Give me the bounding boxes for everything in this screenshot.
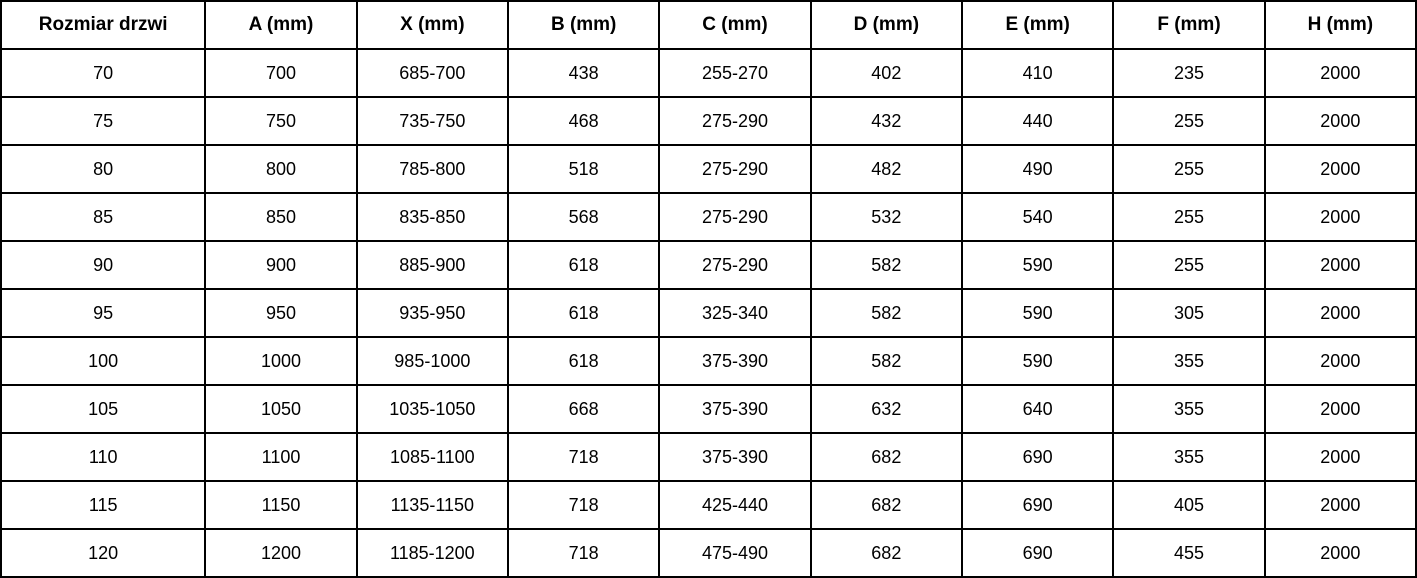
table-cell: 425-440 bbox=[659, 481, 810, 529]
table-cell: 115 bbox=[1, 481, 205, 529]
table-cell: 1135-1150 bbox=[357, 481, 508, 529]
table-cell: 110 bbox=[1, 433, 205, 481]
table-cell: 475-490 bbox=[659, 529, 810, 577]
table-cell: 582 bbox=[811, 337, 962, 385]
table-cell: 2000 bbox=[1265, 241, 1416, 289]
column-header: C (mm) bbox=[659, 1, 810, 49]
table-cell: 2000 bbox=[1265, 97, 1416, 145]
table-cell: 618 bbox=[508, 337, 659, 385]
table-cell: 985-1000 bbox=[357, 337, 508, 385]
table-cell: 735-750 bbox=[357, 97, 508, 145]
table-cell: 95 bbox=[1, 289, 205, 337]
table-cell: 120 bbox=[1, 529, 205, 577]
table-cell: 1000 bbox=[205, 337, 356, 385]
table-cell: 255 bbox=[1113, 193, 1264, 241]
table-cell: 375-390 bbox=[659, 385, 810, 433]
table-cell: 690 bbox=[962, 529, 1113, 577]
table-cell: 1035-1050 bbox=[357, 385, 508, 433]
table-cell: 2000 bbox=[1265, 193, 1416, 241]
table-cell: 1100 bbox=[205, 433, 356, 481]
table-cell: 640 bbox=[962, 385, 1113, 433]
table-cell: 482 bbox=[811, 145, 962, 193]
table-cell: 1200 bbox=[205, 529, 356, 577]
table-cell: 85 bbox=[1, 193, 205, 241]
table-row bbox=[1, 481, 1416, 529]
column-header: D (mm) bbox=[811, 1, 962, 49]
table-cell: 1085-1100 bbox=[357, 433, 508, 481]
table-cell: 582 bbox=[811, 241, 962, 289]
table-cell: 255 bbox=[1113, 241, 1264, 289]
table-row bbox=[1, 193, 1416, 241]
table-cell: 1185-1200 bbox=[357, 529, 508, 577]
table-cell: 402 bbox=[811, 49, 962, 97]
table-cell: 690 bbox=[962, 481, 1113, 529]
table-cell: 325-340 bbox=[659, 289, 810, 337]
table-row bbox=[1, 145, 1416, 193]
table-cell: 2000 bbox=[1265, 481, 1416, 529]
table-cell: 405 bbox=[1113, 481, 1264, 529]
table-head bbox=[1, 1, 1416, 49]
table-cell: 275-290 bbox=[659, 145, 810, 193]
table-cell: 1150 bbox=[205, 481, 356, 529]
table-cell: 255 bbox=[1113, 145, 1264, 193]
column-header: B (mm) bbox=[508, 1, 659, 49]
table-row bbox=[1, 97, 1416, 145]
table-cell: 275-290 bbox=[659, 241, 810, 289]
table-cell: 455 bbox=[1113, 529, 1264, 577]
table-cell: 2000 bbox=[1265, 529, 1416, 577]
table-row bbox=[1, 433, 1416, 481]
table-cell: 590 bbox=[962, 241, 1113, 289]
table-cell: 105 bbox=[1, 385, 205, 433]
table-cell: 540 bbox=[962, 193, 1113, 241]
table-cell: 2000 bbox=[1265, 385, 1416, 433]
table-cell: 75 bbox=[1, 97, 205, 145]
table-cell: 568 bbox=[508, 193, 659, 241]
column-header: A (mm) bbox=[205, 1, 356, 49]
table-cell: 305 bbox=[1113, 289, 1264, 337]
table-cell: 518 bbox=[508, 145, 659, 193]
table-cell: 682 bbox=[811, 433, 962, 481]
table-cell: 668 bbox=[508, 385, 659, 433]
table-cell: 275-290 bbox=[659, 193, 810, 241]
table-cell: 355 bbox=[1113, 433, 1264, 481]
table-cell: 2000 bbox=[1265, 433, 1416, 481]
table-cell: 80 bbox=[1, 145, 205, 193]
table-cell: 718 bbox=[508, 529, 659, 577]
table-cell: 375-390 bbox=[659, 433, 810, 481]
table-cell: 800 bbox=[205, 145, 356, 193]
table-cell: 532 bbox=[811, 193, 962, 241]
table-cell: 718 bbox=[508, 433, 659, 481]
table-cell: 2000 bbox=[1265, 49, 1416, 97]
table-cell: 632 bbox=[811, 385, 962, 433]
table-cell: 590 bbox=[962, 337, 1113, 385]
table-cell: 490 bbox=[962, 145, 1113, 193]
table-cell: 355 bbox=[1113, 337, 1264, 385]
table-cell: 685-700 bbox=[357, 49, 508, 97]
table-cell: 718 bbox=[508, 481, 659, 529]
table-cell: 700 bbox=[205, 49, 356, 97]
table-cell: 682 bbox=[811, 481, 962, 529]
table-cell: 255 bbox=[1113, 97, 1264, 145]
table-row bbox=[1, 49, 1416, 97]
table-cell: 235 bbox=[1113, 49, 1264, 97]
table-cell: 618 bbox=[508, 241, 659, 289]
table-cell: 255-270 bbox=[659, 49, 810, 97]
header-row bbox=[1, 1, 1416, 49]
column-header: F (mm) bbox=[1113, 1, 1264, 49]
table-cell: 2000 bbox=[1265, 289, 1416, 337]
table-cell: 835-850 bbox=[357, 193, 508, 241]
table-cell: 2000 bbox=[1265, 337, 1416, 385]
table-cell: 355 bbox=[1113, 385, 1264, 433]
table-cell: 2000 bbox=[1265, 145, 1416, 193]
column-header: H (mm) bbox=[1265, 1, 1416, 49]
table-cell: 900 bbox=[205, 241, 356, 289]
table-cell: 440 bbox=[962, 97, 1113, 145]
table-row bbox=[1, 241, 1416, 289]
table-body bbox=[1, 49, 1416, 577]
table-row bbox=[1, 337, 1416, 385]
table-cell: 275-290 bbox=[659, 97, 810, 145]
table-cell: 590 bbox=[962, 289, 1113, 337]
table-cell: 950 bbox=[205, 289, 356, 337]
table-cell: 750 bbox=[205, 97, 356, 145]
table-cell: 850 bbox=[205, 193, 356, 241]
table-cell: 935-950 bbox=[357, 289, 508, 337]
table-cell: 885-900 bbox=[357, 241, 508, 289]
table-row bbox=[1, 529, 1416, 577]
table-cell: 618 bbox=[508, 289, 659, 337]
table-cell: 375-390 bbox=[659, 337, 810, 385]
column-header: E (mm) bbox=[962, 1, 1113, 49]
table-cell: 682 bbox=[811, 529, 962, 577]
table-cell: 432 bbox=[811, 97, 962, 145]
table-row bbox=[1, 385, 1416, 433]
table-cell: 100 bbox=[1, 337, 205, 385]
table-cell: 690 bbox=[962, 433, 1113, 481]
column-header: X (mm) bbox=[357, 1, 508, 49]
column-header: Rozmiar drzwi bbox=[1, 1, 205, 49]
table-cell: 90 bbox=[1, 241, 205, 289]
table-cell: 70 bbox=[1, 49, 205, 97]
table-cell: 582 bbox=[811, 289, 962, 337]
table-cell: 785-800 bbox=[357, 145, 508, 193]
table-row bbox=[1, 289, 1416, 337]
table-cell: 438 bbox=[508, 49, 659, 97]
table-cell: 468 bbox=[508, 97, 659, 145]
table-cell: 1050 bbox=[205, 385, 356, 433]
table-cell: 410 bbox=[962, 49, 1113, 97]
